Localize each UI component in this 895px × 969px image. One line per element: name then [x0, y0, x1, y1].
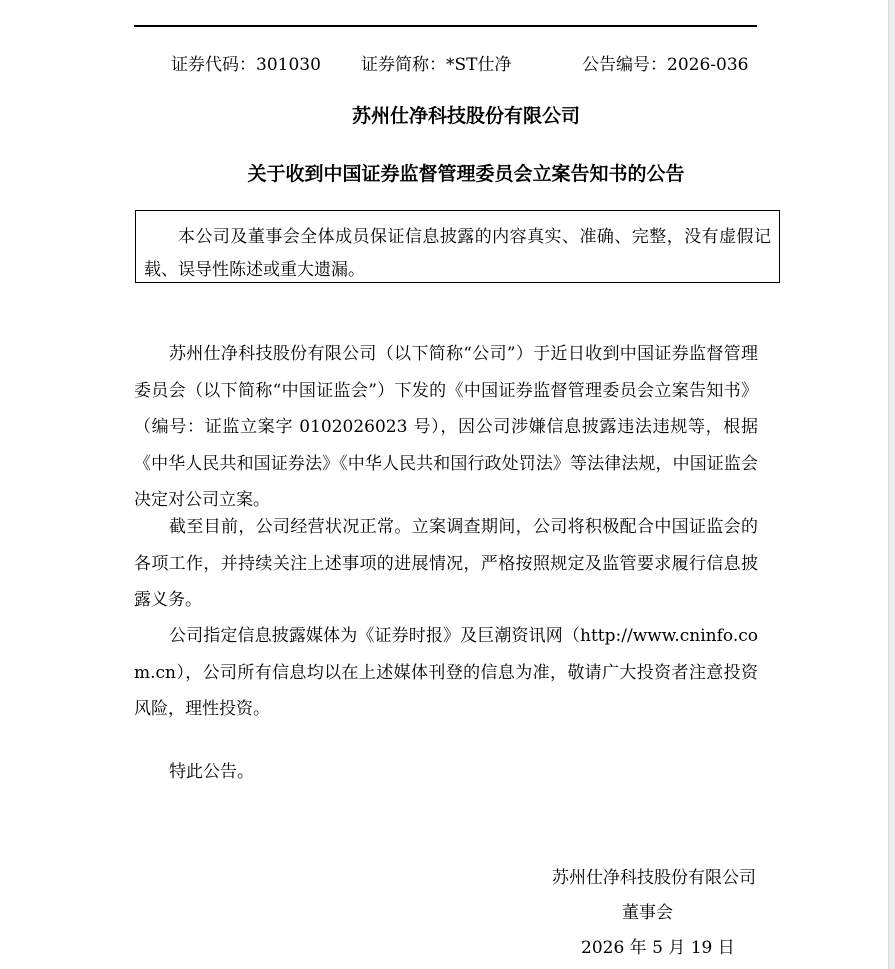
- disclosure-notice-text: 本公司及董事会全体成员保证信息披露的内容真实、准确、完整，没有虚假记载、误导性陈述或重大遗漏。: [144, 227, 771, 280]
- body-paragraph-1: 苏州仕净科技股份有限公司（以下简称“公司”）于近日收到中国证券监督管理委员会（以下简称“中国证监会”）下发的《中国证券监督管理委员会立案告知书》（编号：证监立案字 0102026023 号），因公司涉嫌信息披露违法违规等，根据《中华人民共和国证券法》《中华人民共和国行政处罚法》等法律法规，中国证监会决定对公司立案。: [134, 344, 758, 510]
- closing-statement: 特此公告。: [169, 762, 254, 782]
- announcement-number: 公告编号：2026-036: [582, 55, 749, 75]
- company-title: 苏州仕净科技股份有限公司: [351, 105, 580, 127]
- signature-company: 苏州仕净科技股份有限公司: [552, 868, 756, 888]
- viewer-edge: [888, 0, 895, 969]
- signature-board: 董事会: [622, 903, 673, 923]
- security-code: 证券代码：301030: [171, 55, 321, 75]
- disclosure-notice-box: [135, 210, 780, 283]
- top-rule: [134, 25, 757, 27]
- security-name: 证券简称：*ST仕净: [361, 55, 512, 75]
- document-title: 关于收到中国证券监督管理委员会立案告知书的公告: [247, 163, 685, 185]
- body-paragraph-3: 公司指定信息披露媒体为《证券时报》及巨潮资讯网（http://www.cninfo.com.cn），公司所有信息均以在上述媒体刊登的信息为准，敬请广大投资者注意投资风险，理性投资。: [134, 626, 758, 719]
- body-paragraph-2: 截至目前，公司经营状况正常。立案调查期间，公司将积极配合中国证监会的各项工作，并持续关注上述事项的进展情况，严格按照规定及监管要求履行信息披露义务。: [134, 517, 758, 610]
- signature-date: 2026 年 5 月 19 日: [581, 938, 735, 958]
